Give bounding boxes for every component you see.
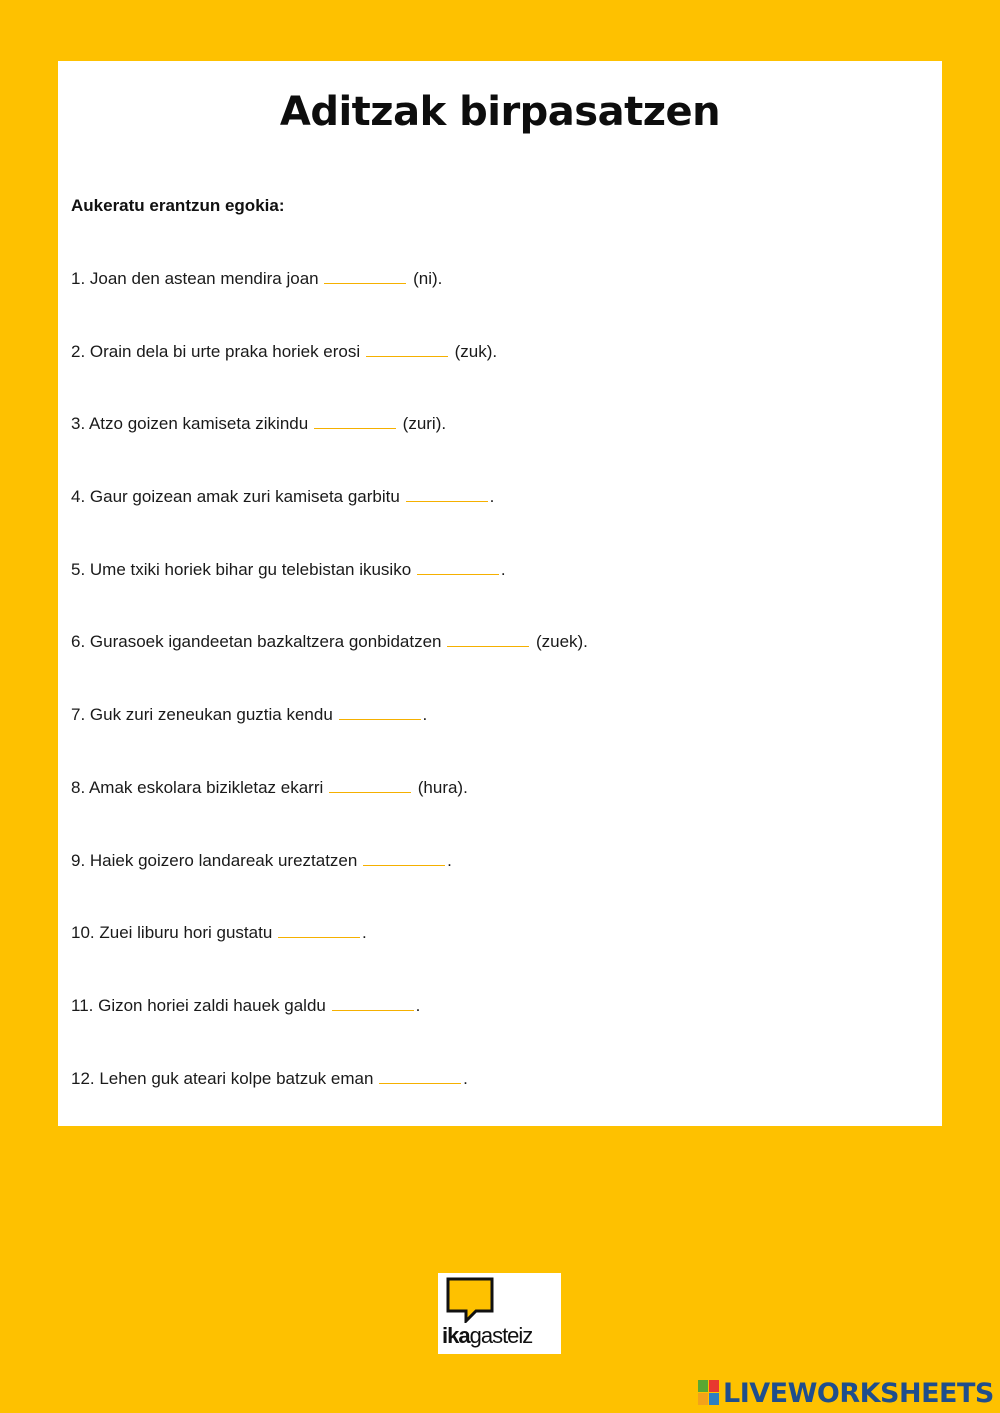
question-text: 5. Ume txiki horiek bihar gu telebistan ikusiko xyxy=(71,559,412,579)
ikagasteiz-logo xyxy=(438,1273,561,1354)
question-hint: (zuk). xyxy=(454,341,498,361)
question-hint: (hura). xyxy=(417,777,468,797)
answer-blank[interactable] xyxy=(314,411,396,429)
question-hint: (zuri). xyxy=(402,414,447,434)
answer-blank[interactable] xyxy=(329,775,411,793)
question-text: 4. Gaur goizean amak zuri kamiseta garbitu xyxy=(71,487,400,507)
liveworksheets-brand[interactable] xyxy=(698,1378,994,1408)
question-item xyxy=(71,702,588,775)
speech-bubble-icon xyxy=(446,1277,494,1323)
question-hint: . xyxy=(422,705,428,725)
answer-blank[interactable] xyxy=(278,920,360,938)
answer-blank[interactable] xyxy=(324,266,406,284)
logo-text xyxy=(442,1323,532,1349)
question-item xyxy=(71,557,588,630)
answer-blank[interactable] xyxy=(406,484,488,502)
liveworksheets-badge-icon xyxy=(698,1380,720,1406)
question-hint: . xyxy=(447,850,452,870)
logo-text-regular: gasteiz xyxy=(469,1323,533,1348)
answer-blank[interactable] xyxy=(447,629,529,647)
question-hint: (ni). xyxy=(413,269,443,288)
question-item xyxy=(71,1066,588,1139)
answer-blank[interactable] xyxy=(363,848,445,866)
question-hint: (zuek). xyxy=(535,632,588,652)
answer-blank[interactable] xyxy=(366,339,448,357)
question-item xyxy=(71,266,588,339)
question-hint: . xyxy=(489,487,495,507)
question-item xyxy=(71,920,588,993)
question-hint: . xyxy=(500,559,506,579)
question-item xyxy=(71,993,588,1066)
question-item xyxy=(71,629,588,702)
question-text: 8. Amak eskolara bizikletaz ekarri xyxy=(71,777,324,797)
question-item xyxy=(71,484,588,557)
logo-text-bold: ika xyxy=(442,1323,470,1348)
question-item xyxy=(71,411,588,484)
question-text: 12. Lehen guk ateari kolpe batzuk eman xyxy=(71,1068,374,1088)
question-text: 3. Atzo goizen kamiseta zikindu xyxy=(71,414,309,434)
question-text: 7. Guk zuri zeneukan guztia kendu xyxy=(71,705,333,725)
question-item xyxy=(71,775,588,848)
question-text: 10. Zuei liburu hori gustatu xyxy=(71,923,273,943)
question-hint: . xyxy=(362,923,367,943)
answer-blank[interactable] xyxy=(339,702,421,720)
question-text: 2. Orain dela bi urte praka horiek erosi xyxy=(71,341,361,361)
question-item xyxy=(71,339,588,412)
instruction-text: Aukeratu erantzun egokia: xyxy=(71,196,285,215)
question-hint: . xyxy=(463,1068,468,1088)
answer-blank[interactable] xyxy=(332,993,414,1011)
question-text: 11. Gizon horiei zaldi hauek galdu xyxy=(71,995,326,1015)
question-text: 1. Joan den astean mendira joan xyxy=(71,269,319,288)
question-item xyxy=(71,848,588,921)
question-hint: . xyxy=(415,995,421,1015)
answer-blank[interactable] xyxy=(379,1066,461,1084)
question-text: 6. Gurasoek igandeetan bazkaltzera gonbidatzen xyxy=(71,632,442,652)
question-list xyxy=(71,266,588,1138)
question-text: 9. Haiek goizero landareak ureztatzen xyxy=(71,850,358,870)
page-title: Aditzak birpasatzen xyxy=(279,89,721,135)
answer-blank[interactable] xyxy=(417,557,499,575)
liveworksheets-text: LIVEWORKSHEETS xyxy=(723,1377,994,1409)
